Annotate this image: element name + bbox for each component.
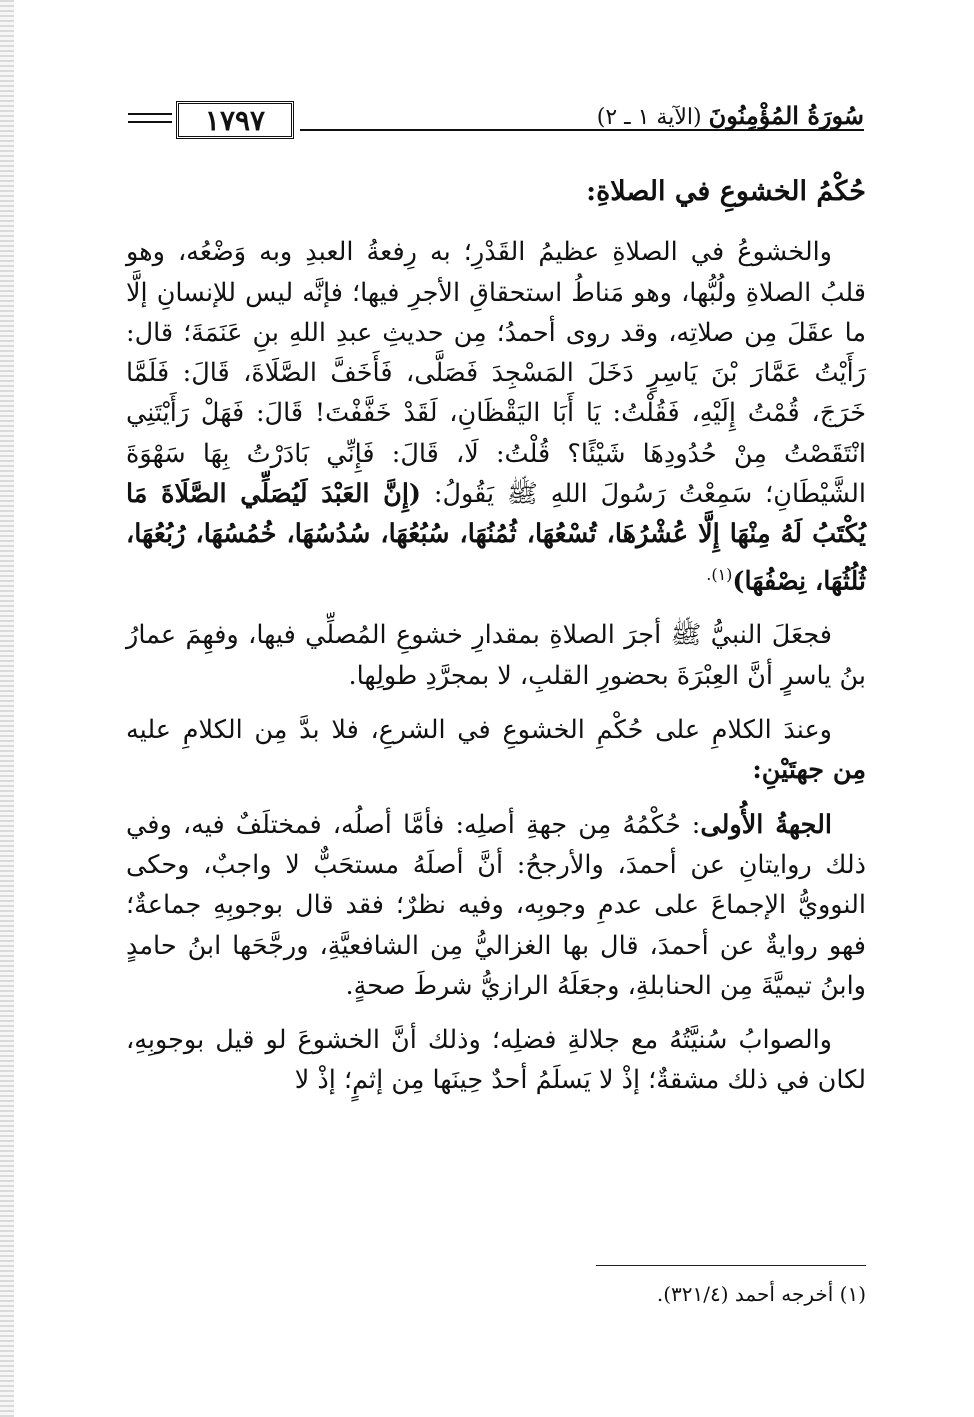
page-binding-edge bbox=[0, 0, 14, 1417]
paragraph-1-text: والخشوعُ في الصلاةِ عظيمُ القَدْرِ؛ به رِفعةُ العبدِ وبه وَضْعُه، وهو قلبُ الصلاةِ ولُبُّها، وهو مَناطُ استحقاقِ الأجرِ فيها؛ فإنَّه ليس للإنسانِ إلَّا ما عقَلَ مِن صلاتِه، وقد روى أحمدُ؛ مِن حديثِ عبدِ اللهِ بنِ عَنَمَةَ؛ قال: رَأَيْتُ عَمَّارَ بْنَ يَاسِرٍ دَخَلَ المَسْجِدَ فَصَلَّى، فَأَخَفَّ الصَّلَاةَ، قَالَ: فَلَمَّا خَرَجَ، قُمْتُ إِلَيْهِ، فَقُلْتُ: يَا أَبَا اليَقْظَانِ، لَقَدْ خَفَّفْتَ! قَالَ: فَهَلْ رَأَيْتَنِي انْتَقَصْتُ مِنْ حُدُودِهَا شَيْئًا؟ قُلْتُ: لَا، قَالَ: فَإِنِّي بَادَرْتُ بِهَا سَهْوَةَ الشَّيْطَانِ؛ سَمِعْتُ رَسُولَ اللهِ ﷺ يَقُولُ: bbox=[126, 237, 866, 510]
paragraph-3 bbox=[126, 710, 866, 791]
paragraph-5: والصوابُ سُنيَّتُهُ مع جلالةِ فضلِه؛ وذلك أنَّ الخشوعَ لو قيل بوجوبِهِ، لكان في ذلك مشقةٌ؛ إذْ لا يَسلَمُ أحدٌ حِينَها مِن إثمٍ؛ إذْ لا bbox=[126, 1025, 866, 1096]
surah-name: سُورَةُ المُؤْمِنُونَ bbox=[708, 101, 864, 130]
paragraph-4-text: : حُكْمُهُ مِن جهةِ أصلِه: فأمَّا أصلُه، فمختلَفٌ فيه، وفي ذلك روايتانِ عن أحمدَ، والأرجحُ: أنَّ أصلَهُ مستحَبٌّ لا واجبٌ، وحكى النوويُّ الإجماعَ على عدمِ وجوبِه، وفيه نظرٌ؛ فقد قال بوجوبِهِ جماعةٌ؛ فهو روايةٌ عن أحمدَ، قال بها الغزاليُّ مِن الشافعيَّةِ، ورجَّحَها ابنُ حامدٍ وابنُ تيميَّةَ مِن الحنابلةِ، وجعَلَهُ الرازيُّ شرطَ صحةٍ. bbox=[126, 809, 866, 1001]
paragraph-3-text: وعندَ الكلامِ على حُكْمِ الخشوعِ في الشرعِ، فلا بدَّ مِن الكلامِ عليه bbox=[126, 715, 832, 746]
footnote: (١) أخرجه أحمد (٣٢١/٤). bbox=[656, 1282, 866, 1306]
section-heading: حُكْمُ الخشوعِ في الصلاةِ: bbox=[586, 176, 866, 207]
page-body bbox=[126, 172, 866, 1115]
paragraph-2: فجعَلَ النبيُّ ﷺ أجرَ الصلاةِ بمقدارِ خشوعِ المُصلِّي فيها، وفهِمَ عمارُ بنُ ياسرٍ أنَّ العِبْرَةَ بحضورِ القلبِ، لا بمجرَّدِ طولِها. bbox=[126, 620, 866, 691]
header-rule-left-top bbox=[128, 113, 172, 115]
verse-range: (الآية ١ ـ ٢) bbox=[596, 105, 702, 130]
paragraph-4-lead: الجهةُ الأُولى bbox=[700, 809, 832, 840]
page-header bbox=[128, 95, 864, 145]
paragraph-4 bbox=[126, 805, 866, 1006]
footnote-ref: (١). bbox=[706, 564, 733, 584]
header-title bbox=[597, 101, 864, 130]
hadith-quote: (إِنَّ العَبْدَ لَيُصَلِّي الصَّلَاةَ مَا يُكْتَبُ لَهُ مِنْهَا إِلَّا عُشْرُهَا، تُسْعُهَا، ثُمُنُهَا، سُبُعُهَا، سُدُسُهَا، خُمُسُهَا، رُبُعُهَا، ثُلُثُهَا، نِصْفُهَا) bbox=[126, 479, 866, 597]
page-number: ١٧٩٧ bbox=[176, 101, 294, 139]
footnote-separator bbox=[596, 1265, 866, 1266]
header-rule-left-bottom bbox=[128, 121, 172, 123]
paragraph-1 bbox=[126, 232, 866, 601]
paragraph-3-bold: مِن جهتَيْنِ: bbox=[752, 755, 866, 786]
